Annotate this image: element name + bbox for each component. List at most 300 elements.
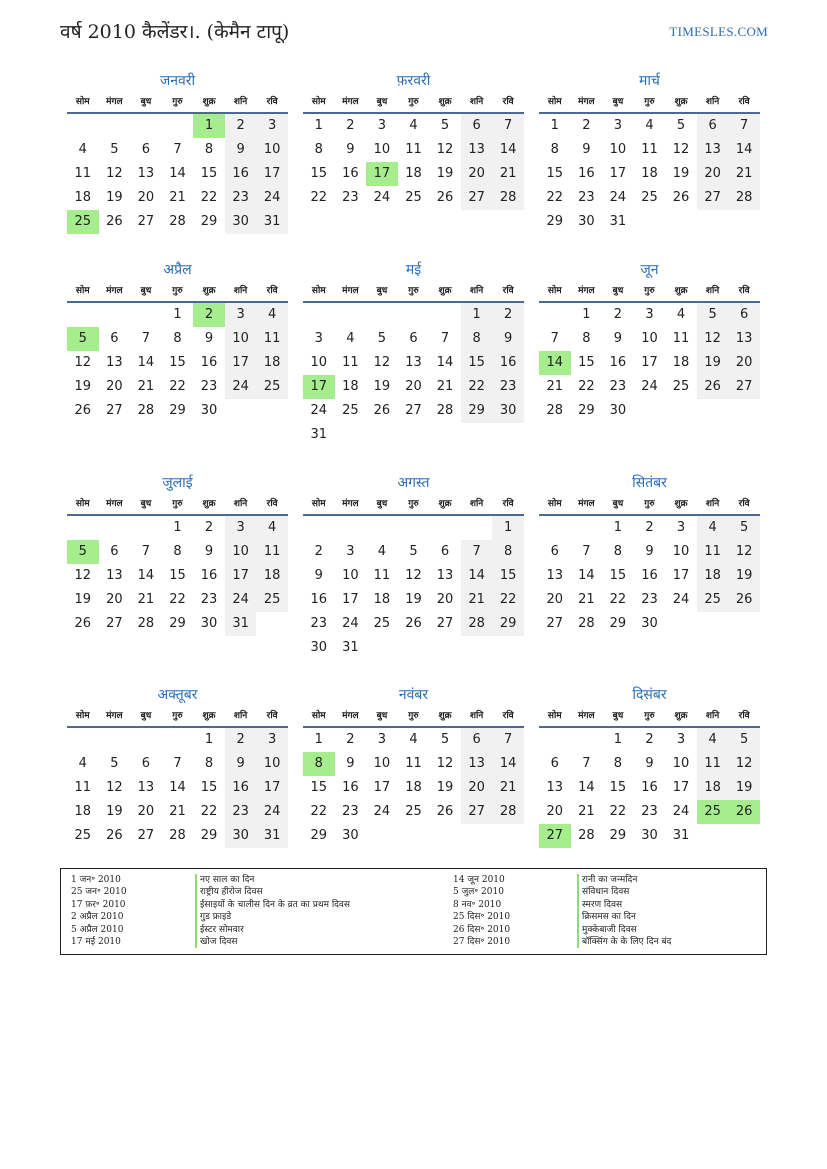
day-cell[interactable]: 27	[106, 616, 123, 631]
day-cell[interactable]: 30	[578, 214, 595, 229]
day-cell[interactable]: 20	[728, 351, 760, 375]
day-cell[interactable]: 6	[728, 303, 760, 327]
day-cell[interactable]: 29	[169, 403, 186, 418]
day-cell[interactable]: 10	[225, 540, 257, 564]
day-cell[interactable]: 5	[67, 540, 99, 564]
day-cell[interactable]: 8	[461, 327, 493, 351]
day-cell[interactable]: 7	[492, 728, 524, 752]
day-cell[interactable]: 30	[492, 399, 524, 423]
day-cell[interactable]: 4	[346, 331, 355, 346]
day-cell[interactable]: 31	[225, 612, 257, 636]
day-cell[interactable]: 21	[461, 588, 493, 612]
day-cell[interactable]: 2	[225, 114, 257, 138]
day-cell[interactable]: 7	[461, 540, 493, 564]
day-cell[interactable]: 17	[641, 355, 658, 370]
day-cell[interactable]: 7	[173, 142, 182, 157]
day-cell[interactable]: 23	[492, 375, 524, 399]
day-cell[interactable]: 4	[697, 728, 729, 752]
day-cell[interactable]: 6	[110, 331, 119, 346]
day-cell[interactable]: 1	[314, 732, 323, 747]
day-cell[interactable]: 27	[546, 616, 564, 631]
day-cell[interactable]: 10	[373, 142, 391, 157]
day-cell[interactable]: 8	[204, 142, 214, 157]
day-cell[interactable]: 31	[310, 427, 328, 442]
day-cell[interactable]: 22	[546, 190, 564, 205]
day-cell[interactable]: 25	[74, 828, 92, 843]
day-cell[interactable]: 6	[461, 728, 493, 752]
day-cell[interactable]: 8	[582, 331, 591, 346]
day-cell[interactable]: 9	[346, 142, 355, 157]
day-cell[interactable]: 23	[200, 592, 218, 607]
day-cell[interactable]: 20	[697, 162, 729, 186]
day-cell[interactable]: 14	[461, 564, 493, 588]
day-cell[interactable]: 6	[550, 756, 559, 771]
day-cell[interactable]: 1	[461, 303, 493, 327]
day-cell[interactable]: 26	[697, 375, 729, 399]
day-cell[interactable]: 26	[373, 403, 391, 418]
day-cell[interactable]: 20	[137, 190, 155, 205]
day-cell[interactable]: 9	[613, 331, 623, 346]
day-cell[interactable]: 25	[67, 210, 99, 234]
day-cell[interactable]: 23	[578, 190, 595, 205]
day-cell[interactable]: 31	[256, 824, 288, 848]
day-cell[interactable]: 12	[697, 327, 729, 351]
day-cell[interactable]: 7	[550, 331, 559, 346]
day-cell[interactable]: 29	[578, 403, 595, 418]
day-cell[interactable]: 31	[342, 640, 359, 655]
day-cell[interactable]: 6	[440, 544, 450, 559]
day-cell[interactable]: 16	[578, 166, 595, 181]
day-cell[interactable]: 7	[728, 114, 760, 138]
day-cell[interactable]: 6	[697, 114, 729, 138]
day-cell[interactable]: 13	[546, 780, 564, 795]
day-cell[interactable]: 2	[346, 732, 355, 747]
day-cell[interactable]: 13	[728, 327, 760, 351]
day-cell[interactable]: 27	[461, 186, 493, 210]
day-cell[interactable]: 2	[193, 303, 225, 327]
day-cell[interactable]: 4	[256, 303, 288, 327]
day-cell[interactable]: 19	[74, 592, 92, 607]
day-cell[interactable]: 17	[373, 780, 391, 795]
day-cell[interactable]: 1	[173, 520, 182, 535]
day-cell[interactable]: 5	[440, 118, 450, 133]
day-cell[interactable]: 14	[578, 568, 595, 583]
day-cell[interactable]: 16	[342, 166, 359, 181]
day-cell[interactable]: 3	[377, 118, 387, 133]
day-cell[interactable]: 1	[173, 307, 182, 322]
day-cell[interactable]: 24	[672, 804, 690, 819]
day-cell[interactable]: 15	[310, 166, 328, 181]
day-cell[interactable]: 30	[225, 210, 257, 234]
day-cell[interactable]: 8	[550, 142, 559, 157]
day-cell[interactable]: 3	[676, 732, 686, 747]
day-cell[interactable]: 26	[728, 588, 760, 612]
day-cell[interactable]: 11	[405, 142, 422, 157]
day-cell[interactable]: 10	[342, 568, 359, 583]
day-cell[interactable]: 24	[225, 588, 257, 612]
day-cell[interactable]: 2	[613, 307, 623, 322]
day-cell[interactable]: 4	[377, 544, 387, 559]
day-cell[interactable]: 28	[436, 403, 454, 418]
day-cell[interactable]: 18	[256, 351, 288, 375]
day-cell[interactable]: 14	[137, 355, 155, 370]
day-cell[interactable]: 8	[173, 331, 182, 346]
day-cell[interactable]: 11	[256, 327, 288, 351]
day-cell[interactable]: 14	[728, 138, 760, 162]
day-cell[interactable]: 1	[314, 118, 323, 133]
day-cell[interactable]: 14	[492, 138, 524, 162]
day-cell[interactable]: 4	[697, 516, 729, 540]
day-cell[interactable]: 13	[546, 568, 564, 583]
day-cell[interactable]: 17	[256, 162, 288, 186]
day-cell[interactable]: 25	[256, 375, 288, 399]
day-cell[interactable]: 20	[106, 379, 123, 394]
day-cell[interactable]: 22	[461, 375, 493, 399]
day-cell[interactable]: 6	[110, 544, 119, 559]
day-cell[interactable]: 25	[256, 588, 288, 612]
day-cell[interactable]: 13	[461, 138, 493, 162]
day-cell[interactable]: 22	[578, 379, 595, 394]
day-cell[interactable]: 2	[645, 732, 654, 747]
day-cell[interactable]: 22	[200, 190, 218, 205]
day-cell[interactable]: 3	[314, 331, 323, 346]
day-cell[interactable]: 1	[613, 732, 623, 747]
day-cell[interactable]: 11	[74, 166, 92, 181]
day-cell[interactable]: 15	[609, 568, 627, 583]
day-cell[interactable]: 29	[492, 612, 524, 636]
day-cell[interactable]: 15	[310, 780, 328, 795]
day-cell[interactable]: 28	[169, 214, 186, 229]
day-cell[interactable]: 19	[106, 190, 123, 205]
day-cell[interactable]: 25	[342, 403, 359, 418]
day-cell[interactable]: 4	[645, 118, 654, 133]
day-cell[interactable]: 16	[200, 355, 218, 370]
day-cell[interactable]: 13	[137, 166, 155, 181]
day-cell[interactable]: 19	[74, 379, 92, 394]
day-cell[interactable]: 16	[310, 592, 328, 607]
day-cell[interactable]: 24	[256, 186, 288, 210]
day-cell[interactable]: 12	[728, 540, 760, 564]
day-cell[interactable]: 25	[697, 588, 729, 612]
day-cell[interactable]: 18	[405, 780, 422, 795]
day-cell[interactable]: 6	[141, 142, 151, 157]
day-cell[interactable]: 9	[582, 142, 591, 157]
day-cell[interactable]: 5	[728, 728, 760, 752]
day-cell[interactable]: 8	[613, 756, 623, 771]
day-cell[interactable]: 18	[697, 776, 729, 800]
day-cell[interactable]: 3	[676, 520, 686, 535]
day-cell[interactable]: 12	[436, 142, 454, 157]
day-cell[interactable]: 12	[672, 142, 690, 157]
day-cell[interactable]: 4	[256, 516, 288, 540]
day-cell[interactable]: 20	[546, 804, 564, 819]
day-cell[interactable]: 28	[578, 828, 595, 843]
day-cell[interactable]: 16	[225, 162, 257, 186]
day-cell[interactable]: 14	[169, 780, 186, 795]
day-cell[interactable]: 17	[342, 592, 359, 607]
day-cell[interactable]: 10	[256, 752, 288, 776]
day-cell[interactable]: 30	[342, 828, 359, 843]
day-cell[interactable]: 31	[609, 214, 627, 229]
day-cell[interactable]: 24	[373, 804, 391, 819]
day-cell[interactable]: 13	[106, 355, 123, 370]
day-cell[interactable]: 26	[436, 190, 454, 205]
day-cell[interactable]: 11	[74, 780, 92, 795]
day-cell[interactable]: 29	[200, 828, 218, 843]
day-cell[interactable]: 26	[405, 616, 422, 631]
day-cell[interactable]: 21	[578, 804, 595, 819]
day-cell[interactable]: 7	[582, 756, 591, 771]
day-cell[interactable]: 24	[225, 375, 257, 399]
day-cell[interactable]: 13	[697, 138, 729, 162]
day-cell[interactable]: 21	[492, 776, 524, 800]
day-cell[interactable]: 10	[310, 355, 328, 370]
day-cell[interactable]: 18	[74, 190, 92, 205]
day-cell[interactable]: 10	[672, 756, 690, 771]
day-cell[interactable]: 13	[405, 355, 422, 370]
day-cell[interactable]: 7	[141, 544, 151, 559]
day-cell[interactable]: 25	[641, 190, 658, 205]
day-cell[interactable]: 8	[314, 142, 323, 157]
day-cell[interactable]: 7	[582, 544, 591, 559]
day-cell[interactable]: 25	[405, 804, 422, 819]
day-cell[interactable]: 27	[461, 800, 493, 824]
day-cell[interactable]: 15	[169, 355, 186, 370]
day-cell[interactable]: 21	[137, 379, 155, 394]
day-cell[interactable]: 24	[672, 592, 690, 607]
day-cell[interactable]: 5	[67, 327, 99, 351]
day-cell[interactable]: 5	[409, 544, 418, 559]
day-cell[interactable]: 19	[373, 379, 391, 394]
day-cell[interactable]: 25	[672, 379, 690, 394]
day-cell[interactable]: 26	[106, 828, 123, 843]
day-cell[interactable]: 11	[672, 331, 690, 346]
day-cell[interactable]: 18	[697, 564, 729, 588]
day-cell[interactable]: 23	[225, 186, 257, 210]
day-cell[interactable]: 2	[346, 118, 355, 133]
day-cell[interactable]: 10	[256, 138, 288, 162]
day-cell[interactable]: 18	[342, 379, 359, 394]
day-cell[interactable]: 10	[672, 544, 690, 559]
day-cell[interactable]: 15	[200, 780, 218, 795]
day-cell[interactable]: 14	[539, 351, 571, 375]
day-cell[interactable]: 11	[697, 540, 729, 564]
day-cell[interactable]: 14	[137, 568, 155, 583]
day-cell[interactable]: 1	[193, 114, 225, 138]
day-cell[interactable]: 21	[169, 804, 186, 819]
day-cell[interactable]: 8	[303, 752, 335, 776]
day-cell[interactable]: 17	[303, 375, 335, 399]
day-cell[interactable]: 14	[492, 752, 524, 776]
day-cell[interactable]: 26	[74, 403, 92, 418]
day-cell[interactable]: 17	[366, 162, 398, 186]
day-cell[interactable]: 17	[256, 776, 288, 800]
day-cell[interactable]: 30	[641, 828, 658, 843]
day-cell[interactable]: 28	[728, 186, 760, 210]
day-cell[interactable]: 26	[436, 804, 454, 819]
day-cell[interactable]: 22	[310, 190, 328, 205]
day-cell[interactable]: 3	[613, 118, 623, 133]
day-cell[interactable]: 3	[256, 114, 288, 138]
day-cell[interactable]: 2	[314, 544, 323, 559]
day-cell[interactable]: 10	[373, 756, 391, 771]
day-cell[interactable]: 14	[578, 780, 595, 795]
day-cell[interactable]: 19	[697, 351, 729, 375]
day-cell[interactable]: 2	[225, 728, 257, 752]
day-cell[interactable]: 4	[78, 756, 87, 771]
day-cell[interactable]: 21	[546, 379, 564, 394]
day-cell[interactable]: 17	[672, 568, 690, 583]
day-cell[interactable]: 12	[106, 780, 123, 795]
day-cell[interactable]: 15	[492, 564, 524, 588]
day-cell[interactable]: 21	[492, 162, 524, 186]
day-cell[interactable]: 3	[256, 728, 288, 752]
day-cell[interactable]: 1	[492, 516, 524, 540]
day-cell[interactable]: 2	[582, 118, 591, 133]
day-cell[interactable]: 9	[204, 544, 214, 559]
day-cell[interactable]: 10	[225, 327, 257, 351]
day-cell[interactable]: 27	[436, 616, 454, 631]
day-cell[interactable]: 3	[225, 516, 257, 540]
day-cell[interactable]: 12	[74, 568, 92, 583]
day-cell[interactable]: 19	[405, 592, 422, 607]
day-cell[interactable]: 26	[74, 616, 92, 631]
day-cell[interactable]: 31	[672, 828, 690, 843]
day-cell[interactable]: 8	[492, 540, 524, 564]
day-cell[interactable]: 4	[409, 118, 418, 133]
day-cell[interactable]: 21	[137, 592, 155, 607]
day-cell[interactable]: 26	[728, 800, 760, 824]
day-cell[interactable]: 11	[697, 752, 729, 776]
day-cell[interactable]: 27	[137, 828, 155, 843]
day-cell[interactable]: 27	[405, 403, 422, 418]
day-cell[interactable]: 13	[436, 568, 454, 583]
day-cell[interactable]: 6	[409, 331, 418, 346]
day-cell[interactable]: 9	[492, 327, 524, 351]
day-cell[interactable]: 28	[546, 403, 564, 418]
day-cell[interactable]: 27	[539, 824, 571, 848]
day-cell[interactable]: 23	[310, 616, 328, 631]
day-cell[interactable]: 9	[204, 331, 214, 346]
day-cell[interactable]: 5	[728, 516, 760, 540]
day-cell[interactable]: 12	[373, 355, 391, 370]
day-cell[interactable]: 28	[137, 403, 155, 418]
day-cell[interactable]: 26	[672, 190, 690, 205]
day-cell[interactable]: 29	[609, 616, 627, 631]
day-cell[interactable]: 28	[492, 186, 524, 210]
day-cell[interactable]: 3	[645, 307, 654, 322]
day-cell[interactable]: 30	[641, 616, 658, 631]
day-cell[interactable]: 20	[137, 804, 155, 819]
day-cell[interactable]: 27	[137, 214, 155, 229]
day-cell[interactable]: 19	[672, 166, 690, 181]
day-cell[interactable]: 23	[641, 592, 658, 607]
day-cell[interactable]: 3	[346, 544, 355, 559]
day-cell[interactable]: 21	[436, 379, 454, 394]
day-cell[interactable]: 27	[697, 186, 729, 210]
day-cell[interactable]: 23	[342, 190, 359, 205]
day-cell[interactable]: 19	[436, 166, 454, 181]
day-cell[interactable]: 24	[609, 190, 627, 205]
day-cell[interactable]: 12	[106, 166, 123, 181]
day-cell[interactable]: 16	[641, 780, 658, 795]
day-cell[interactable]: 16	[225, 776, 257, 800]
day-cell[interactable]: 18	[74, 804, 92, 819]
day-cell[interactable]: 30	[609, 403, 627, 418]
day-cell[interactable]: 22	[310, 804, 328, 819]
day-cell[interactable]: 21	[578, 592, 595, 607]
day-cell[interactable]: 13	[461, 752, 493, 776]
day-cell[interactable]: 30	[200, 616, 218, 631]
day-cell[interactable]: 22	[200, 804, 218, 819]
day-cell[interactable]: 8	[204, 756, 214, 771]
day-cell[interactable]: 22	[169, 592, 186, 607]
day-cell[interactable]: 13	[137, 780, 155, 795]
day-cell[interactable]: 22	[169, 379, 186, 394]
day-cell[interactable]: 17	[672, 780, 690, 795]
day-cell[interactable]: 3	[225, 303, 257, 327]
day-cell[interactable]: 21	[728, 162, 760, 186]
day-cell[interactable]: 20	[461, 776, 493, 800]
day-cell[interactable]: 29	[461, 399, 493, 423]
day-cell[interactable]: 22	[609, 804, 627, 819]
day-cell[interactable]: 19	[728, 564, 760, 588]
day-cell[interactable]: 5	[377, 331, 387, 346]
day-cell[interactable]: 16	[492, 351, 524, 375]
day-cell[interactable]: 11	[373, 568, 391, 583]
day-cell[interactable]: 4	[676, 307, 686, 322]
day-cell[interactable]: 23	[342, 804, 359, 819]
day-cell[interactable]: 7	[492, 114, 524, 138]
day-cell[interactable]: 29	[310, 828, 328, 843]
day-cell[interactable]: 28	[137, 616, 155, 631]
day-cell[interactable]: 24	[310, 403, 328, 418]
day-cell[interactable]: 11	[342, 355, 359, 370]
day-cell[interactable]: 17	[609, 166, 627, 181]
day-cell[interactable]: 14	[169, 166, 186, 181]
day-cell[interactable]: 20	[106, 592, 123, 607]
day-cell[interactable]: 12	[74, 355, 92, 370]
day-cell[interactable]: 19	[106, 804, 123, 819]
day-cell[interactable]: 23	[200, 379, 218, 394]
day-cell[interactable]: 15	[546, 166, 564, 181]
day-cell[interactable]: 30	[200, 403, 218, 418]
day-cell[interactable]: 7	[141, 331, 151, 346]
day-cell[interactable]: 2	[492, 303, 524, 327]
day-cell[interactable]: 22	[492, 588, 524, 612]
day-cell[interactable]: 29	[609, 828, 627, 843]
day-cell[interactable]: 25	[697, 800, 729, 824]
day-cell[interactable]: 18	[373, 592, 391, 607]
day-cell[interactable]: 1	[613, 520, 623, 535]
day-cell[interactable]: 16	[641, 568, 658, 583]
day-cell[interactable]: 28	[461, 612, 493, 636]
day-cell[interactable]: 20	[405, 379, 422, 394]
day-cell[interactable]: 18	[256, 564, 288, 588]
day-cell[interactable]: 12	[728, 752, 760, 776]
day-cell[interactable]: 15	[609, 780, 627, 795]
day-cell[interactable]: 9	[225, 752, 257, 776]
day-cell[interactable]: 5	[440, 732, 450, 747]
day-cell[interactable]: 29	[169, 616, 186, 631]
day-cell[interactable]: 24	[256, 800, 288, 824]
day-cell[interactable]: 28	[169, 828, 186, 843]
day-cell[interactable]: 8	[173, 544, 182, 559]
day-cell[interactable]: 20	[436, 592, 454, 607]
day-cell[interactable]: 11	[641, 142, 658, 157]
day-cell[interactable]: 18	[405, 166, 422, 181]
day-cell[interactable]: 29	[546, 214, 564, 229]
